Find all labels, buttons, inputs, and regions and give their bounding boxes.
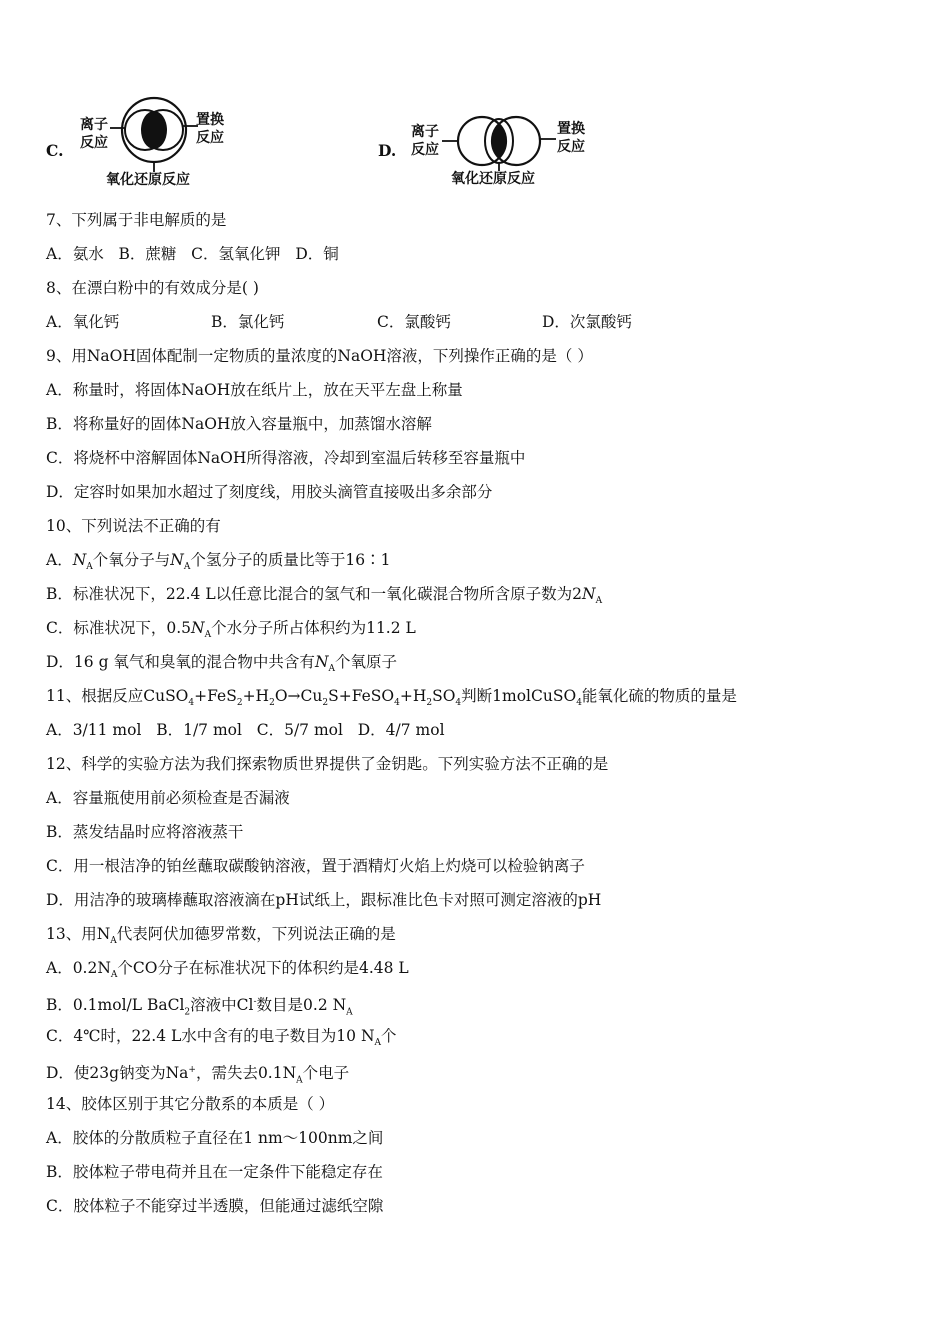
option-d[interactable]: D．4/7 mol bbox=[357, 721, 445, 739]
option-a[interactable]: A．氧化钙 bbox=[46, 313, 120, 331]
question-14-option-a[interactable]: A．胶体的分散质粒子直径在1 nm～100nm之间 bbox=[46, 1129, 384, 1147]
option-b[interactable]: B．氯化钙 bbox=[211, 313, 285, 331]
question-8-stem: 8、在漂白粉中的有效成分是( ) bbox=[46, 279, 259, 297]
question-10-stem: 10、下列说法不正确的有 bbox=[46, 517, 221, 535]
question-13-option-c[interactable]: C．4℃时，22.4 L水中含有的电子数目为10 $N_A$个 bbox=[46, 1027, 397, 1049]
redox-reaction-label: 氧化还原反应 bbox=[451, 171, 535, 187]
question-11-stem: 11、根据反应$CuSO_4+FeS_2+H_2O\to Cu_2S+FeSO_4+H_2SO_4$判断1molCuSO$_4$能氧化硫的物质的量是 bbox=[46, 687, 737, 709]
option-a[interactable]: A．氨水 bbox=[46, 245, 104, 263]
question-13-option-a[interactable]: A．$0.2N_A$个CO分子在标准状况下的体积约是4.48 L bbox=[46, 959, 409, 981]
option-b[interactable]: B．蔗糖 bbox=[118, 245, 177, 263]
replacement-reaction-label-top: 置换 bbox=[557, 121, 585, 137]
question-12-option-d[interactable]: D．用洁净的玻璃棒蘸取溶液滴在pH试纸上，跟标准比色卡对照可测定溶液的pH bbox=[46, 891, 602, 909]
question-7-options bbox=[46, 243, 339, 265]
option-c[interactable]: C．氯酸钙 bbox=[377, 313, 451, 331]
question-9-option-c[interactable]: C．将烧杯中溶解固体NaOH所得溶液，冷却到室温后转移至容量瓶中 bbox=[46, 449, 526, 467]
question-12-option-b[interactable]: B．蒸发结晶时应将溶液蒸干 bbox=[46, 823, 244, 841]
option-d[interactable]: D．次氯酸钙 bbox=[542, 313, 632, 331]
question-10-option-d[interactable]: D．16 g 氧气和臭氧的混合物中共含有$N_A$个氧原子 bbox=[46, 653, 398, 675]
question-14-option-b[interactable]: B．胶体粒子带电荷并且在一定条件下能稳定存在 bbox=[46, 1163, 383, 1181]
question-11-options bbox=[46, 719, 445, 741]
overlap-region bbox=[492, 125, 506, 157]
question-13-option-d[interactable]: D．使23g钠变为Na+，需失去$0.1N_A$个电子 bbox=[46, 1064, 350, 1086]
replacement-reaction-label-top: 置换 bbox=[196, 112, 224, 128]
question-9-option-b[interactable]: B．将称量好的固体NaOH放入容量瓶中，加蒸馏水溶解 bbox=[46, 415, 432, 433]
option-c[interactable]: C．5/7 mol bbox=[256, 721, 343, 739]
option-c[interactable]: C．氢氧化钾 bbox=[191, 245, 281, 263]
question-9-option-a[interactable]: A．称量时，将固体NaOH放在纸片上，放在天平左盘上称量 bbox=[46, 381, 463, 399]
question-10-option-a[interactable]: A．$N_A$个氧分子与$N_A$个氢分子的质量比等于16∶1 bbox=[46, 551, 391, 573]
question-12-stem: 12、科学的实验方法为我们探索物质世界提供了金钥匙。下列实验方法不正确的是 bbox=[46, 755, 609, 773]
option-d-letter: D. bbox=[378, 141, 397, 160]
question-13-option-b[interactable]: B．0.1mol/L BaCl$_2$溶液中Cl-数目是0.2 $N_A$ bbox=[46, 996, 353, 1018]
option-d[interactable]: D．铜 bbox=[295, 245, 339, 263]
venn-diagram-d bbox=[440, 113, 560, 173]
question-13-stem: 13、用$N_A$代表阿伏加德罗常数，下列说法正确的是 bbox=[46, 925, 396, 947]
question-12-option-a[interactable]: A．容量瓶使用前必须检查是否漏液 bbox=[46, 789, 290, 807]
ion-reaction-label-top: 离子 bbox=[80, 117, 108, 133]
ion-reaction-label-bottom: 反应 bbox=[80, 135, 108, 151]
question-14-option-c[interactable]: C．胶体粒子不能穿过半透膜，但能通过滤纸空隙 bbox=[46, 1197, 384, 1215]
venn-diagram-c bbox=[110, 96, 200, 174]
ion-reaction-label-bottom: 反应 bbox=[411, 142, 439, 158]
question-10-option-b[interactable]: B．标准状况下，22.4 L以任意比混合的氢气和一氧化碳混合物所含原子数为$2N_A$ bbox=[46, 585, 603, 607]
option-a[interactable]: A．3/11 mol bbox=[46, 721, 142, 739]
redox-reaction-label: 氧化还原反应 bbox=[106, 172, 190, 188]
option-b[interactable]: B．1/7 mol bbox=[156, 721, 242, 739]
overlap-region bbox=[141, 111, 167, 149]
question-7-stem: 7、下列属于非电解质的是 bbox=[46, 211, 227, 229]
ion-reaction-label-top: 离子 bbox=[411, 124, 439, 140]
replacement-reaction-label-bottom: 反应 bbox=[196, 130, 224, 146]
question-10-option-c[interactable]: C．标准状况下，$0.5N_A$个水分子所占体积约为11.2 L bbox=[46, 619, 416, 641]
question-12-option-c[interactable]: C．用一根洁净的铂丝蘸取碳酸钠溶液，置于酒精灯火焰上灼烧可以检验钠离子 bbox=[46, 857, 585, 875]
question-9-stem: 9、用NaOH固体配制一定物质的量浓度的NaOH溶液，下列操作正确的是（ ） bbox=[46, 347, 593, 365]
question-14-stem: 14、胶体区别于其它分散系的本质是（ ） bbox=[46, 1095, 335, 1113]
option-c-letter: C. bbox=[46, 141, 64, 160]
question-9-option-d[interactable]: D．定容时如果加水超过了刻度线，用胶头滴管直接吸出多余部分 bbox=[46, 483, 493, 501]
replacement-reaction-label-bottom: 反应 bbox=[557, 139, 585, 155]
